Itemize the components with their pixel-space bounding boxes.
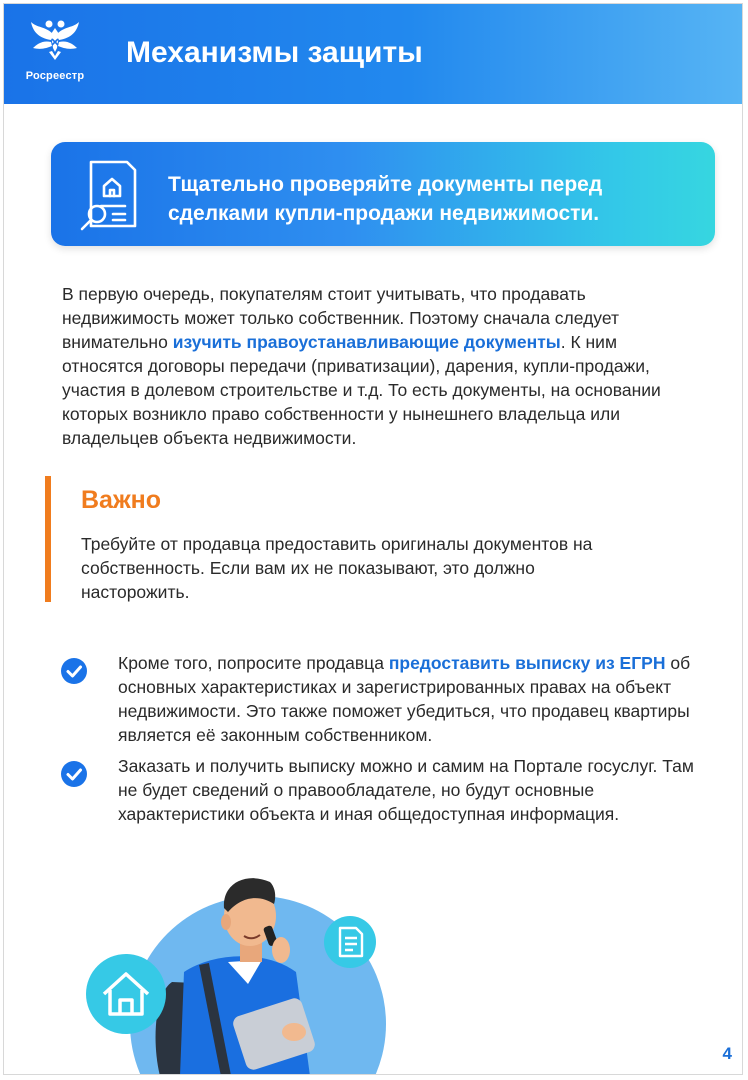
header xyxy=(4,4,742,104)
checklist-text xyxy=(118,651,708,747)
intro-text-start: В первую очередь, покупателям стоит учитывать, что продавать недвижимость может только собственник. Поэтому сначала следует внимательно xyxy=(62,284,620,352)
page-number: 4 xyxy=(722,1044,732,1063)
important-title: Важно xyxy=(81,486,162,514)
tip-banner xyxy=(51,142,715,246)
phone-hand xyxy=(272,937,290,963)
intro-highlight: изучить правоустанавливающие документы xyxy=(172,332,561,352)
hand xyxy=(282,1023,306,1041)
logo xyxy=(22,18,88,82)
important-callout xyxy=(45,476,665,602)
checklist-text-end: об основных характеристиках и зарегистрированных правах на объект недвижимости. Это также поможет убедиться, что продавец квартиры является её законным собственником. xyxy=(118,653,691,745)
intro-text-end: . К ним относятся договоры передачи (приватизации), дарения, купли-продажи, участия в долевом строительстве и т.д. То есть документы, на основании которых возникло право собственности у нынешнего владельца или владельцев объекта недвижимости. xyxy=(62,332,661,448)
checklist-text: Заказать и получить выписку можно и самим на Портале госуслуг. Там не будет сведений о правообладателе, но будут основные характеристики объекта и иная общедоступная информация. xyxy=(118,756,694,824)
checklist-text-start: Кроме того, попросите продавца xyxy=(118,653,389,673)
important-text: Требуйте от продавца предоставить оригиналы документов на собственность. Если вам их не показывают, это должно насторожить. xyxy=(81,534,593,602)
check-circle-icon xyxy=(60,657,88,685)
callout-accent-bar xyxy=(45,476,51,602)
page-title: Механизмы защиты xyxy=(126,36,423,69)
check-circle-icon xyxy=(60,760,88,788)
logo-text: Росреестр xyxy=(25,70,85,82)
intro-paragraph xyxy=(62,282,702,450)
document-magnifier-icon xyxy=(79,158,141,234)
page xyxy=(3,3,743,1075)
person-illustration xyxy=(4,864,743,1075)
checklist-highlight: предоставить выписку из ЕГРН xyxy=(388,653,666,673)
eagle-emblem-icon xyxy=(29,18,81,64)
banner-text: Тщательно проверяйте документы перед сделками купли-продажи недвижимости. xyxy=(168,173,603,225)
ear xyxy=(221,914,231,930)
